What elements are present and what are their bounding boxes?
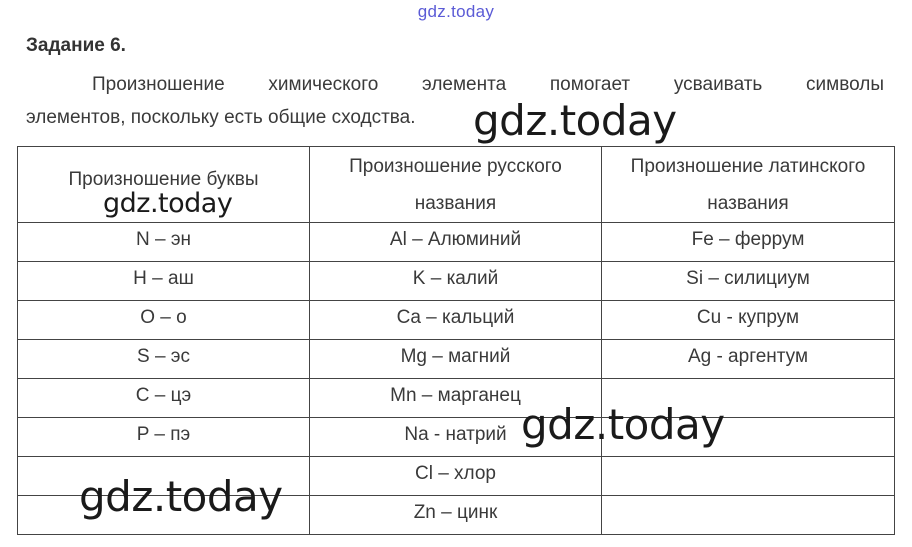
table-row [18,301,895,340]
table-cell: Al – Алюминий [310,223,602,262]
table-cell: C – цэ [18,379,310,418]
table-cell [602,496,895,535]
table-cell: Zn – цинк [310,496,602,535]
task-title: Задание 6. [26,35,126,56]
table-cell: P – пэ [18,418,310,457]
table-cell: Cl – хлор [310,457,602,496]
table-row [18,340,895,379]
table-cell: Fe – феррум [602,223,895,262]
watermark: gdz.today [473,96,677,145]
table-cell: H – аш [18,262,310,301]
header-latin-name: Произношение латинского названия [602,147,895,223]
watermark: gdz.today [103,188,233,219]
table-cell: Mg – магний [310,340,602,379]
header-letter-pronunciation: Произношение буквы [18,147,310,223]
table-cell: Mn – марганец [310,379,602,418]
table-cell: Cu - купрум [602,301,895,340]
table-row [18,262,895,301]
watermark: gdz.today [521,400,725,449]
table-row [18,418,895,457]
top-watermark: gdz.today [417,2,495,21]
table-cell: Na - натрий [310,418,602,457]
table-row [18,379,895,418]
table-cell: K – калий [310,262,602,301]
table-row [18,223,895,262]
table-cell [602,457,895,496]
table-cell: Ag - аргентум [602,340,895,379]
paragraph-line-1: Произношение химического элемента помогает усваивать символы [92,74,884,95]
table-cell: S – эс [18,340,310,379]
paragraph-line-2: элементов, поскольку есть общие сходства. [26,107,416,128]
table-cell: Si – силициум [602,262,895,301]
table-cell: N – эн [18,223,310,262]
table-cell: Ca – кальций [310,301,602,340]
table-cell: O – о [18,301,310,340]
header-russian-name: Произношение русского названия [310,147,602,223]
task-paragraph [26,68,884,134]
watermark: gdz.today [79,472,283,521]
